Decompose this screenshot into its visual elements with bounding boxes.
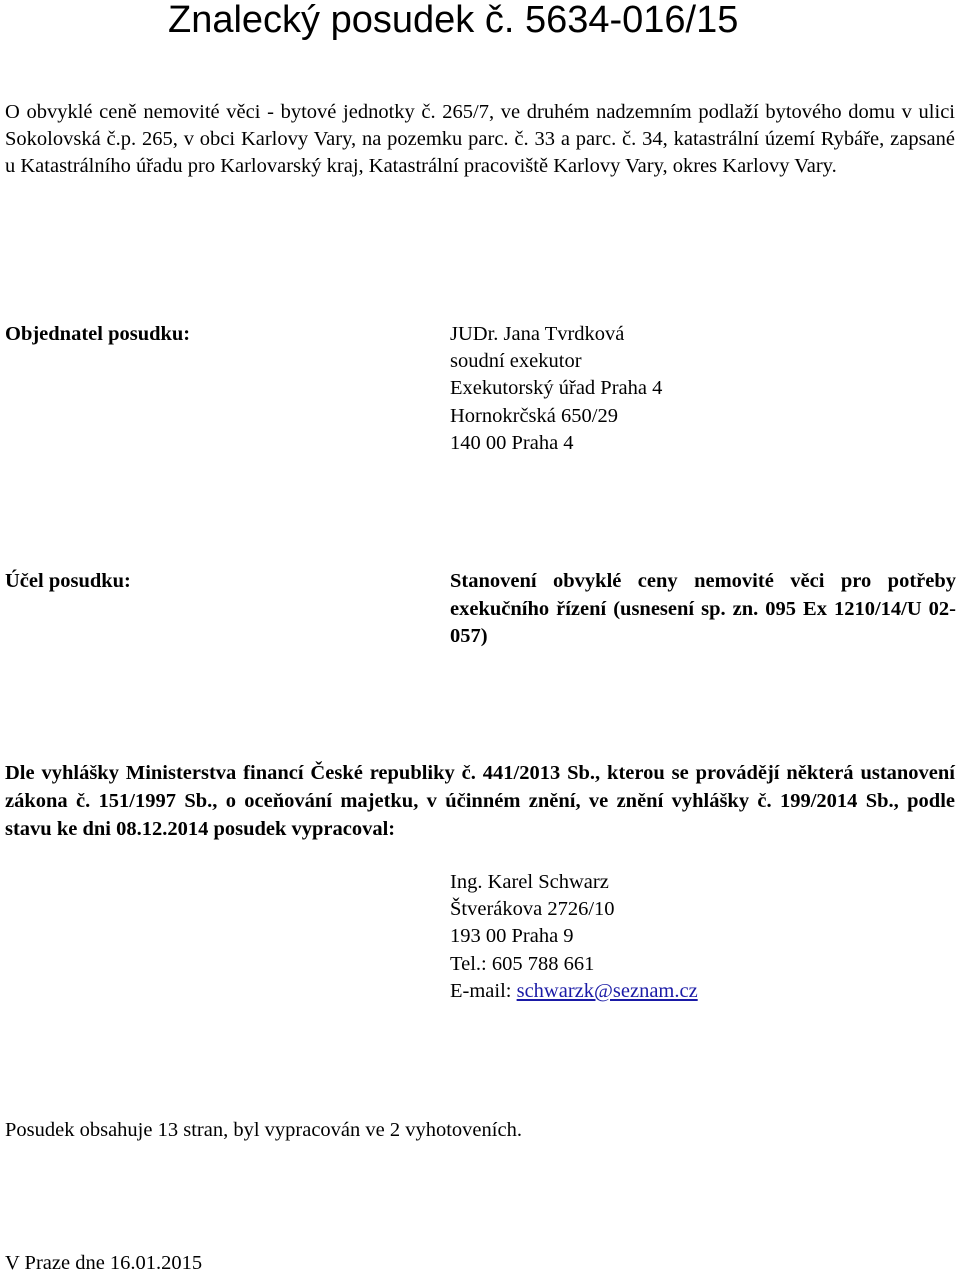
summary-text: Posudek obsahuje 13 stran, byl vypracován ve 2 vyhotoveních.	[5, 1119, 522, 1141]
author-street: Štverákova 2726/10	[450, 898, 615, 921]
author-email-link[interactable]: schwarzk@seznam.cz	[516, 979, 698, 1002]
client-name: JUDr. Jana Tvrdková	[450, 323, 625, 345]
intro-paragraph: O obvyklé ceně nemovité věci - bytové jednotky č. 265/7, ve druhém nadzemním podlaží bytového domu v ulici Sokolovská č.p. 265, v obci Karlovy Vary, na pozemku parc. č. 33 a parc. č. 34, katastrální území Rybáře, zapsané u Katastrálního úřadu pro Karlovarský kraj, Katastrální pracoviště Karlovy Vary, okres Karlovy Vary.	[5, 101, 955, 178]
author-name: Ing. Karel Schwarz	[450, 871, 609, 893]
author-email-row	[450, 978, 698, 1005]
client-address	[450, 321, 662, 457]
client-office: Exekutorský úřad Praha 4	[450, 377, 663, 400]
client-label: Objednatel posudku:	[5, 323, 191, 345]
author-phone: Tel.: 605 788 661	[450, 952, 595, 975]
purpose-label: Účel posudku:	[5, 570, 131, 592]
author-email-label: E-mail:	[450, 979, 517, 1002]
author-contact	[450, 869, 698, 1005]
client-city: 140 00 Praha 4	[450, 431, 574, 454]
client-street: Hornokrčská 650/29	[450, 404, 618, 427]
place-date: V Praze dne 16.01.2015	[5, 1252, 203, 1274]
author-city: 193 00 Praha 9	[450, 925, 574, 948]
purpose-text: Stanovení obvyklé ceny nemovité věci pro potřeby exekučního řízení (usnesení sp. zn. 095 Ex 1210/14/U 02-057)	[450, 570, 956, 647]
client-role: soudní exekutor	[450, 350, 582, 373]
document-title: Znalecký posudek č. 5634-016/15	[168, 0, 739, 41]
decree-paragraph: Dle vyhlášky Ministerstva financí České republiky č. 441/2013 Sb., kterou se provádějí některá ustanovení zákona č. 151/1997 Sb., o oceňování majetku, v účinném znění, ve znění vyhlášky č. 199/2014 Sb., podle stavu ke dni 08.12.2014 posudek vypracoval:	[5, 762, 955, 840]
